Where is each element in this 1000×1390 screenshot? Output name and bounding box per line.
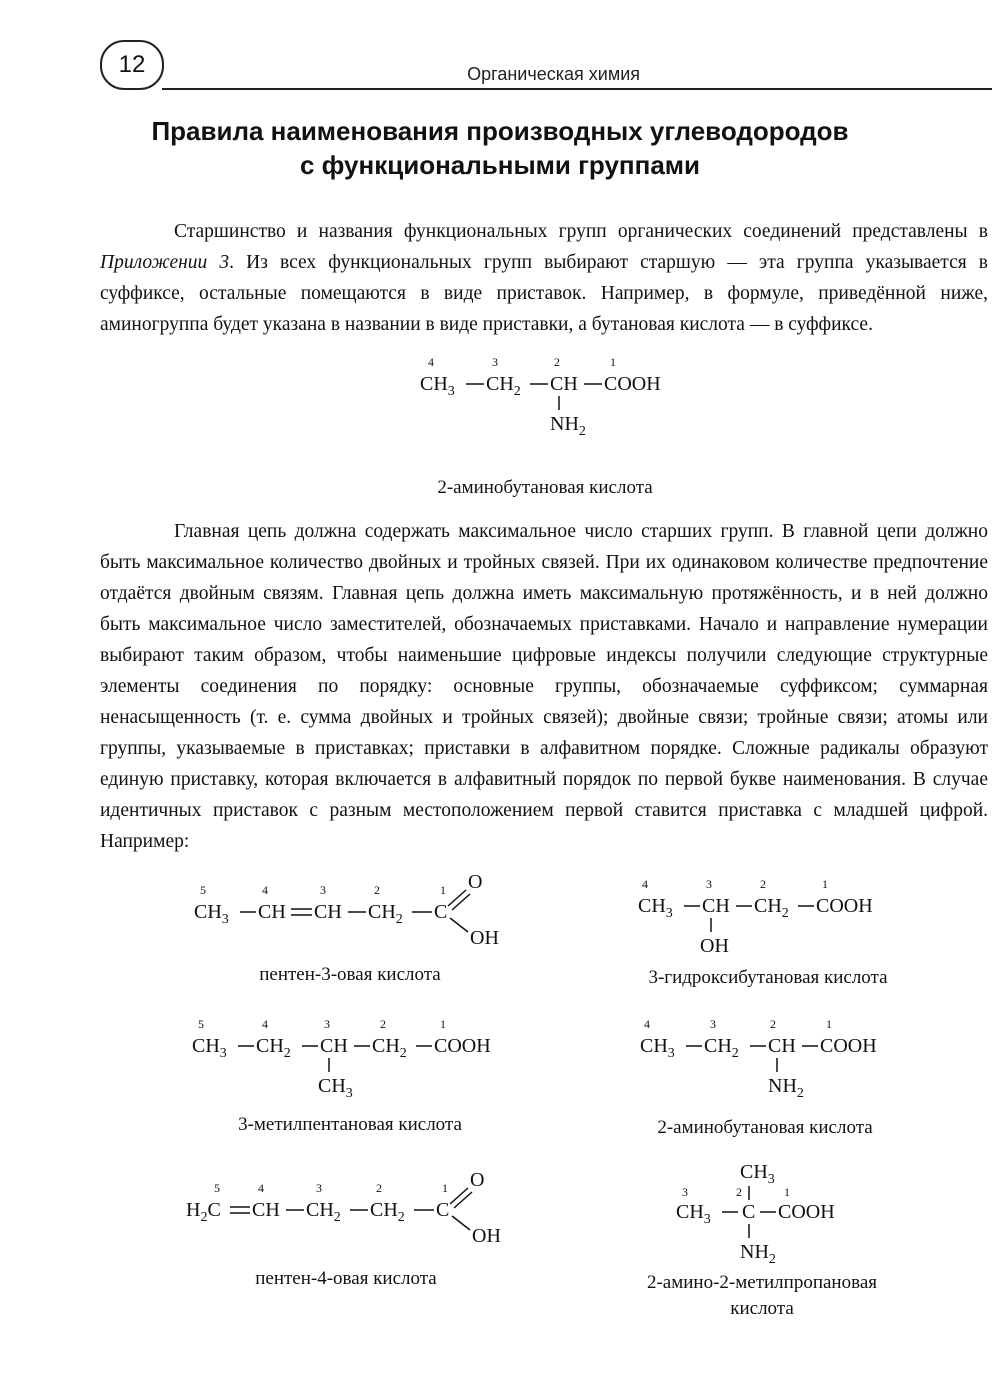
locant-5: 5 [200,883,206,897]
group-ch: CH [252,1199,280,1221]
group-ch: CH [768,1035,796,1057]
locant-4: 4 [258,1181,264,1195]
group-ch2: $CH_2$ [256,1035,291,1061]
group-ch3: $CH_3$ [676,1201,711,1227]
locant-1: 1 [442,1181,448,1195]
group-ch2: $CH_2$ [372,1035,407,1061]
group-cooh: COOH [820,1035,877,1057]
locant-4: 4 [262,883,268,897]
locant-2: 2 [736,1185,742,1199]
double-bond [450,1188,468,1204]
group-ch3-top: $CH_3$ [740,1161,775,1187]
paragraph-2: Главная цепь должна содержать максимальное число старших групп. В главной цепи должно быть максимальное количество двойных и тройных связей. При их одинаковом количестве предпочтение отдаётся двойным связям. Главная цепь должна иметь максимальную протяжённость, и в ней должно быть максимальное число заместителей, обозначаемых приставками. Начало и направление нумерации выбирают таким образом, чтобы наименьшие цифровые индексы получили следующие структурные элементы соединения по порядку: основные группы, обозначаемые суффиксом; суммарная ненасыщенность (т. е. сумма двойных и тройных связей); двойные связи; тройные связи; атомы или группы, указываемые в приставках; приставки в алфавитном порядке. Сложные радикалы образуют единую приставку, которая включается в алфавитный порядок по первой букве наименования. В случае идентичных приставок с разным местоположением первой ставится приставка с младшей цифрой. Например: [100,521,988,852]
caption-3-hydroxybutanoic-acid: 3-гидроксибутановая кислота [648,967,888,988]
caption-2-amino-2-methylpropanoic-acid [612,1270,912,1322]
formula-pent-3-enoic-acid [194,870,524,955]
locant-2: 2 [554,355,560,369]
locant-1: 1 [610,355,616,369]
caption-pent-3-enoic-acid: пентен-3-овая кислота [259,964,441,985]
group-ch: CH [314,901,342,923]
section-title [0,114,1000,182]
page-number-badge [100,40,164,90]
group-oh: OH [700,935,729,957]
carboxyl-carbon: C [436,1199,450,1221]
bond [452,1216,470,1230]
locant-3: 3 [324,1017,330,1031]
group-ch2: $CH_2$ [486,373,521,399]
hydroxyl: OH [470,927,499,949]
formula-2-aminobutanoic-acid-bottom [640,1012,910,1102]
quaternary-carbon: C [742,1201,756,1223]
caption-line-2: кислота [730,1298,794,1319]
group-nh2: $NH_2$ [740,1241,776,1267]
double-bond [452,894,470,910]
carbonyl-oxygen: O [470,1169,485,1191]
group-ch: CH [550,373,578,395]
group-ch: CH [320,1035,348,1057]
running-title: Органическая химия [467,64,640,84]
locant-1: 1 [440,1017,446,1031]
locant-5: 5 [214,1181,220,1195]
appendix-reference: Приложении 3 [100,252,230,273]
group-ch2: $CH_2$ [368,901,403,927]
locant-4: 4 [644,1017,650,1031]
group-nh2: $NH_2$ [768,1075,804,1101]
locant-2: 2 [760,877,766,891]
paragraph-1-start: Старшинство и названия функциональных групп органических соединений представлены в [174,221,988,242]
header-rule [162,88,992,90]
group-cooh: COOH [434,1035,491,1057]
double-bond [454,1192,472,1208]
locant-3: 3 [316,1181,322,1195]
bond [450,918,468,932]
locant-3: 3 [682,1185,688,1199]
formula-2-aminobutanoic-acid-top [420,350,700,470]
caption-2-aminobutanoic-acid-top: 2-аминобутановая кислота [437,477,653,498]
group-ch3: $CH_3$ [640,1035,675,1061]
locant-2: 2 [380,1017,386,1031]
paragraph-1-rest: . Из всех функциональных групп выбирают старшую — эта группа указывается в суффиксе, остальные помещаются в виде приставок. Например, в формуле, приведённой ниже, аминогруппа будет указана в названии в виде приставки, а бутановая кислота — в суффиксе. [100,252,988,335]
locant-3: 3 [320,883,326,897]
locant-5: 5 [198,1017,204,1031]
locant-3: 3 [710,1017,716,1031]
group-ch2: $CH_2$ [306,1199,341,1225]
caption-pent-4-enoic-acid: пентен-4-овая кислота [255,1268,437,1289]
locant-4: 4 [262,1017,268,1031]
group-ch3: $CH_3$ [638,895,673,921]
caption-3-methylpentanoic-acid: 3-метилпентановая кислота [238,1114,462,1135]
locant-1: 1 [784,1185,790,1199]
caption-2-aminobutanoic-acid-bottom: 2-аминобутановая кислота [657,1117,873,1138]
locant-1: 1 [826,1017,832,1031]
locant-3: 3 [492,355,498,369]
group-h2c: $H_2C$ [186,1199,221,1225]
hydroxyl: OH [472,1225,501,1247]
group-cooh: COOH [778,1201,835,1223]
group-ch2: $CH_2$ [370,1199,405,1225]
double-bond [448,890,466,906]
locant-3: 3 [706,877,712,891]
group-cooh: COOH [816,895,873,917]
locant-1: 1 [440,883,446,897]
formula-3-methylpentanoic-acid [192,1012,522,1102]
locant-4: 4 [428,355,434,369]
group-ch3-branch: $CH_3$ [318,1075,353,1101]
locant-4: 4 [642,877,648,891]
group-ch3: $CH_3$ [192,1035,227,1061]
group-ch3: $CH_3$ [420,373,455,399]
formula-3-hydroxybutanoic-acid [638,872,908,962]
locant-2: 2 [374,883,380,897]
locant-2: 2 [770,1017,776,1031]
group-ch: CH [258,901,286,923]
section-title-line-2: с функциональными группами [299,150,701,180]
locant-2: 2 [376,1181,382,1195]
paragraph-1 [100,216,988,340]
group-ch3: $CH_3$ [194,901,229,927]
caption-line-1: 2-амино-2-метилпропановая [646,1272,877,1293]
group-cooh: COOH [604,373,661,395]
carboxyl-carbon: C [434,901,448,923]
group-ch: CH [702,895,730,917]
formula-pent-4-enoic-acid [186,1168,516,1253]
section-title-line-1: Правила наименования производных углеводородов [151,116,849,146]
group-ch2: $CH_2$ [754,895,789,921]
formula-2-amino-2-methylpropanoic-acid [676,1152,906,1272]
group-nh2: $NH_2$ [550,413,586,439]
locant-1: 1 [822,877,828,891]
group-ch2: $CH_2$ [704,1035,739,1061]
carbonyl-oxygen: O [468,871,483,893]
page-header [0,0,1000,110]
page-number: 12 [118,51,146,78]
